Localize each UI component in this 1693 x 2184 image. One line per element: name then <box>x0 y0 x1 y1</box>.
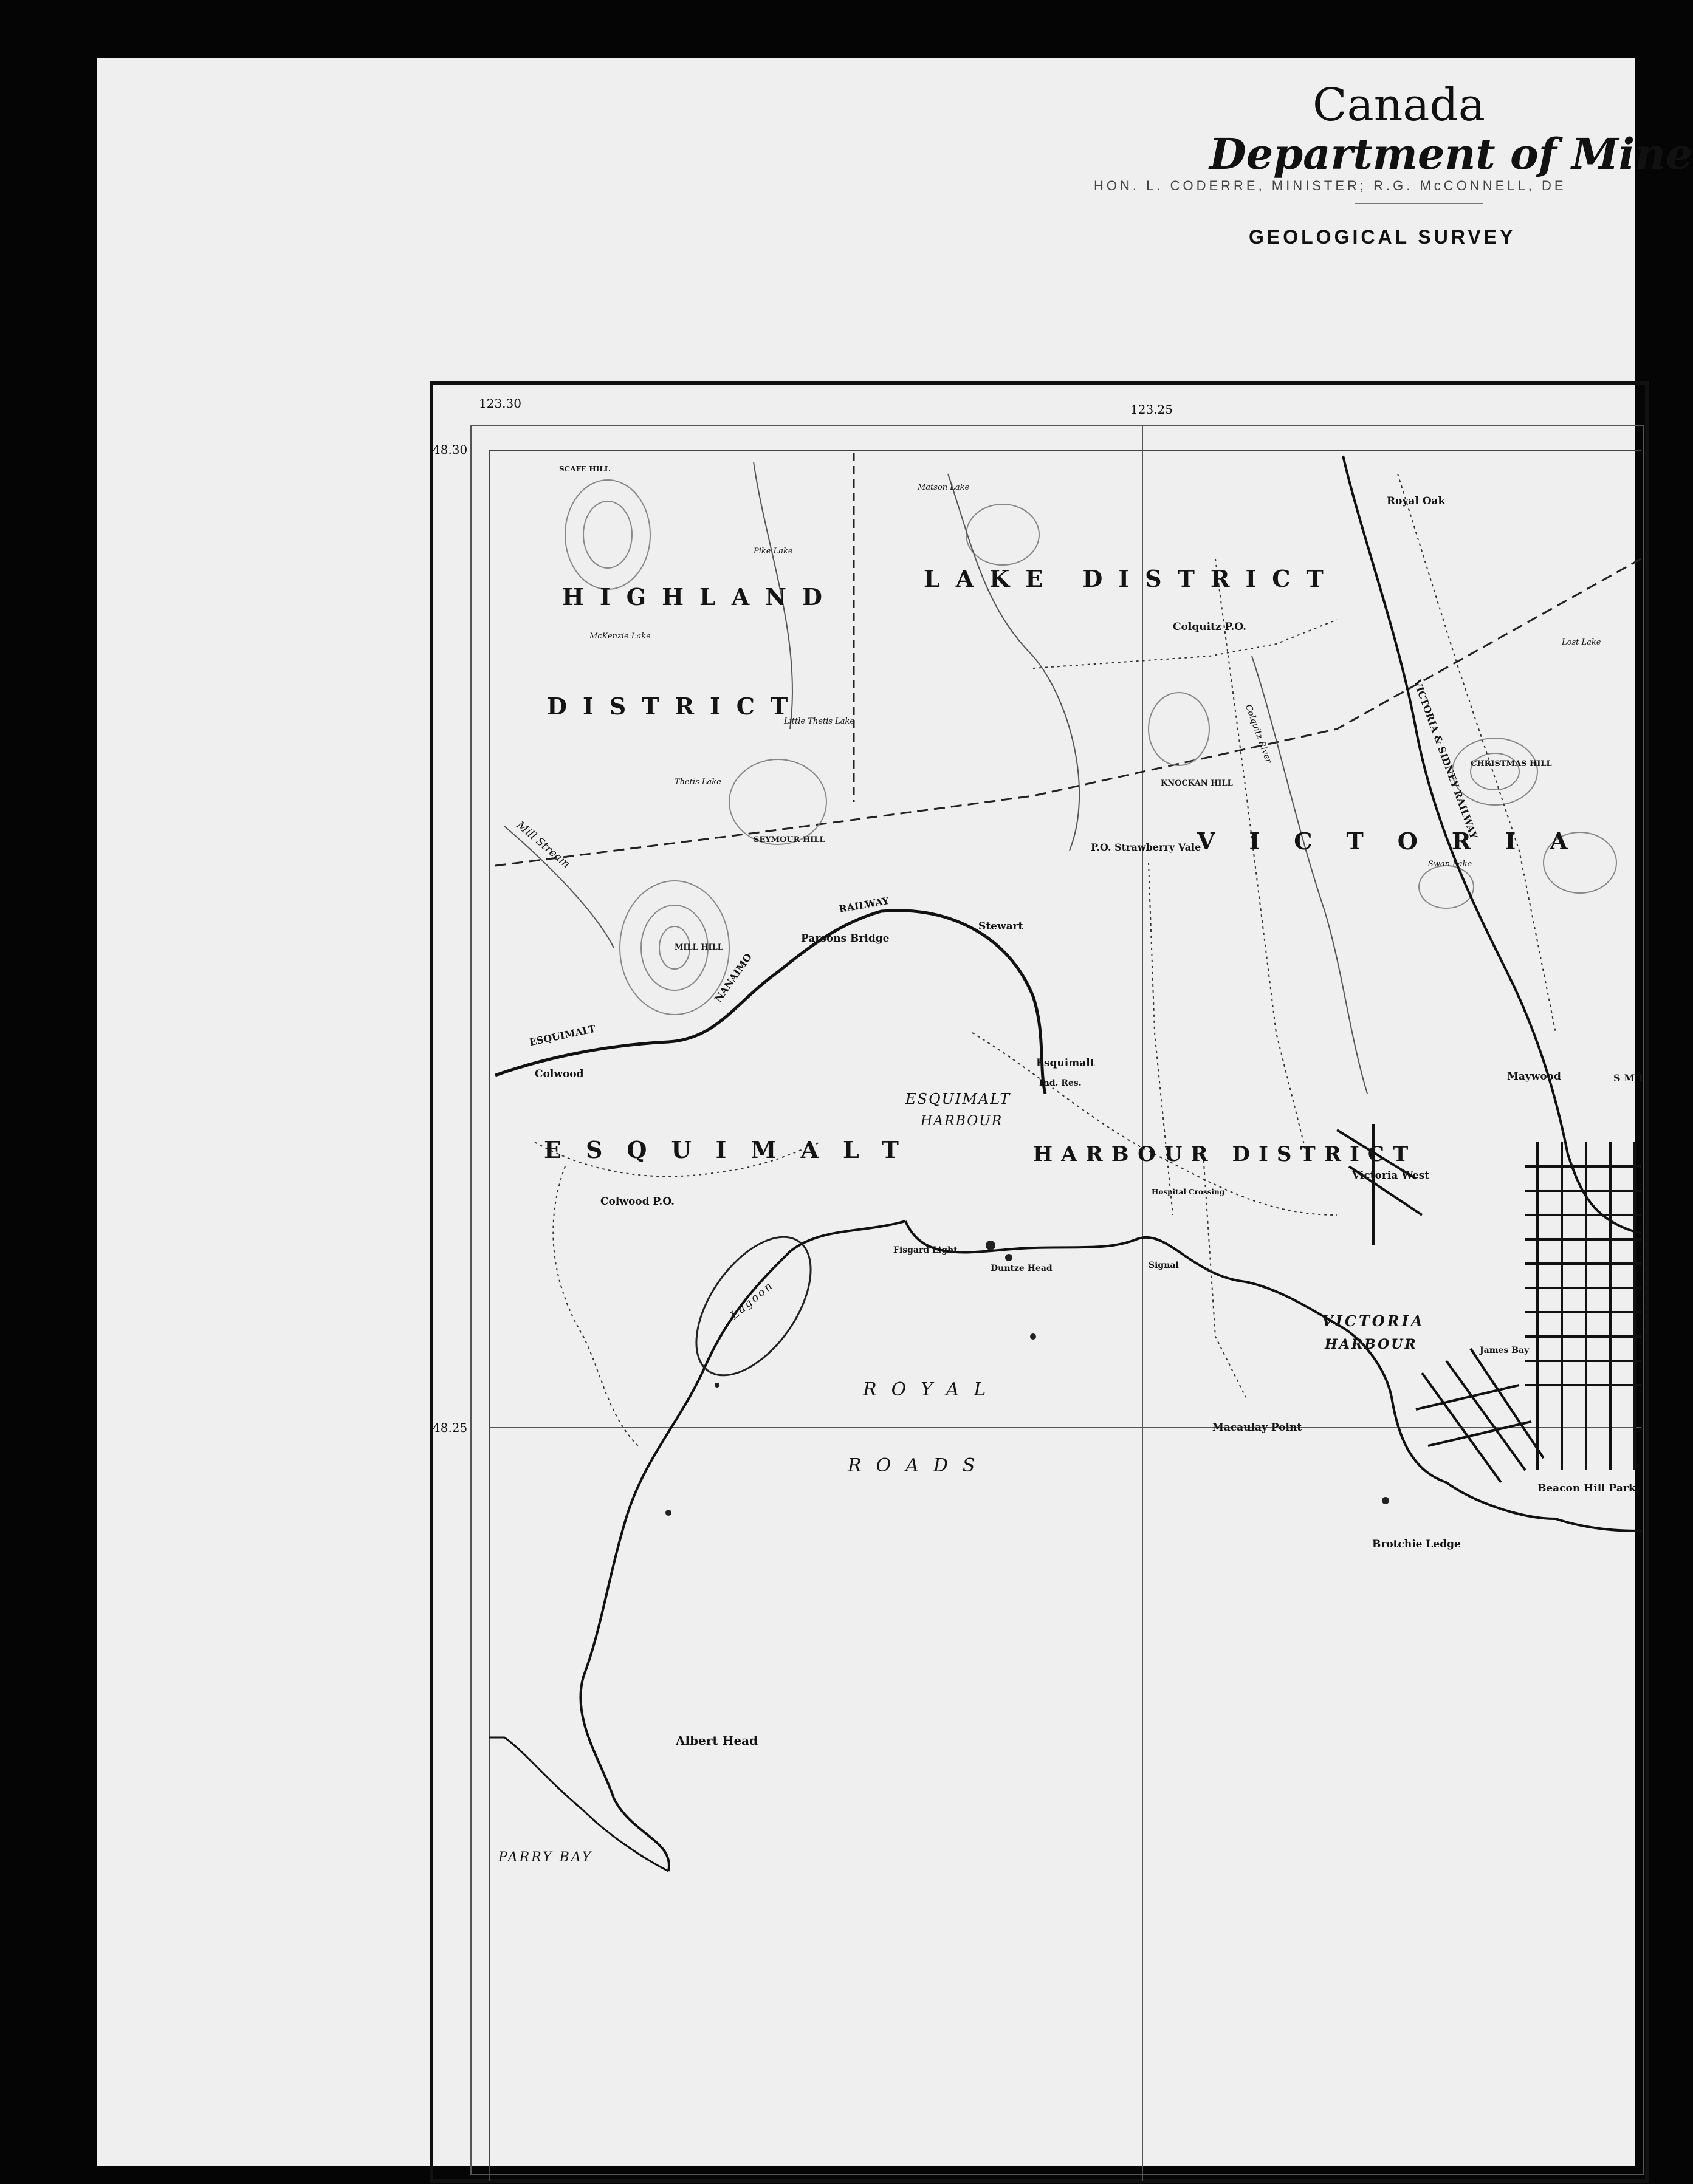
place-victoria-west: Victoria West <box>1352 1169 1430 1182</box>
place-royal-oak: Royal Oak <box>1387 495 1446 507</box>
survey-title: GEOLOGICAL SURVEY <box>1249 226 1516 248</box>
place-colwood: Colwood <box>535 1068 584 1080</box>
district-esquimalt: ESQUIMALT <box>544 1136 923 1163</box>
place-mill-stream: Mill Stream <box>513 818 573 871</box>
water-parry-bay: PARRY BAY <box>498 1850 593 1865</box>
place-pike-lake: Pike Lake <box>754 547 793 556</box>
place-seymour-hill: SEYMOUR HILL <box>754 835 825 844</box>
place-thetis-lake: Thetis Lake <box>675 778 721 787</box>
place-macaulay-point: Macaulay Point <box>1212 1422 1302 1434</box>
place-smi: SMI <box>1613 1072 1647 1084</box>
lon-left-label: 123.30 <box>479 396 521 411</box>
place-christmas-hill: CHRISTMAS HILL <box>1471 759 1552 769</box>
district-highland-2: DISTRICT <box>547 693 804 720</box>
district-harbour: HARBOUR DISTRICT <box>1033 1142 1417 1166</box>
place-esquimalt-town: Esquimalt <box>1036 1057 1095 1069</box>
place-little-thetis-lake: Little Thetis Lake <box>784 717 855 726</box>
place-maywood: Maywood <box>1507 1070 1561 1083</box>
place-mckenzie-lake: McKenzie Lake <box>589 632 651 641</box>
place-colwood-po: Colwood P.O. <box>600 1196 675 1208</box>
water-royal: ROYAL <box>863 1379 1001 1400</box>
country-title: Canada <box>1313 79 1486 131</box>
district-highland: HIGHLAND <box>562 583 838 611</box>
rail-victoria-sidney: VICTORIA & SIDNEY RAILWAY <box>1411 677 1480 841</box>
water-roads: ROADS <box>848 1455 990 1476</box>
water-victoria-harbour: VICTORIA <box>1322 1312 1425 1330</box>
water-harbour: HARBOUR <box>921 1114 1003 1129</box>
place-swan-lake: Swan Lake <box>1428 860 1472 869</box>
place-knockan-hill: KNOCKAN HILL <box>1161 779 1233 788</box>
district-victoria: VICTORIA <box>1197 827 1602 855</box>
outer-frame <box>431 383 1647 2181</box>
place-scafe-hill: SCAFE HILL <box>559 465 610 473</box>
place-duntze-head: Duntze Head <box>991 1264 1053 1273</box>
place-brotchie-ledge: Brotchie Ledge <box>1372 1538 1461 1550</box>
rail-esquimalt: ESQUIMALT <box>528 1022 597 1049</box>
place-signal: Signal <box>1149 1261 1179 1270</box>
place-james-bay: James Bay <box>1480 1346 1530 1355</box>
place-ind-res: Ind. Res. <box>1039 1078 1082 1088</box>
place-beacon-hill-park: Beacon Hill Park <box>1537 1482 1636 1494</box>
place-matson-lake: Matson Lake <box>918 483 970 492</box>
minister-line: HON. L. CODERRE, MINISTER; R.G. McCONNELL, DE <box>1094 178 1567 193</box>
place-stewart: Stewart <box>978 920 1023 933</box>
rail-nanaimo: NANAIMO <box>712 951 755 1005</box>
department-title: Department of Mine <box>1209 129 1693 179</box>
place-colquitz-river: Colquitz River <box>1243 703 1274 765</box>
water-lagoon: Lagoon <box>728 1278 777 1323</box>
place-hospital-crossing: Hospital Crossing <box>1152 1188 1225 1196</box>
place-mill-hill: MILL HILL <box>675 943 723 952</box>
lon-mid-label: 123.25 <box>1130 402 1173 417</box>
water-victoria-harbour-2: HARBOUR <box>1325 1337 1418 1352</box>
inner-frame <box>471 425 1644 2175</box>
lat-mid-label: 48.25 <box>433 1420 468 1435</box>
lat-top-label: 48.30 <box>433 442 468 457</box>
place-colquitz: Colquitz P.O. <box>1173 621 1247 633</box>
place-parsons-bridge: Parsons Bridge <box>801 933 890 945</box>
place-albert-head: Albert Head <box>676 1733 758 1748</box>
place-fisgard: Fisgard Light <box>893 1245 958 1255</box>
district-lake: LAKE DISTRICT <box>924 565 1339 592</box>
rail-railway: RAILWAY <box>837 894 890 916</box>
place-strawberry-vale: P.O. Strawberry Vale <box>1091 841 1201 853</box>
place-lost-lake: Lost Lake <box>1562 638 1601 647</box>
water-esquimalt: ESQUIMALT <box>905 1090 1011 1107</box>
